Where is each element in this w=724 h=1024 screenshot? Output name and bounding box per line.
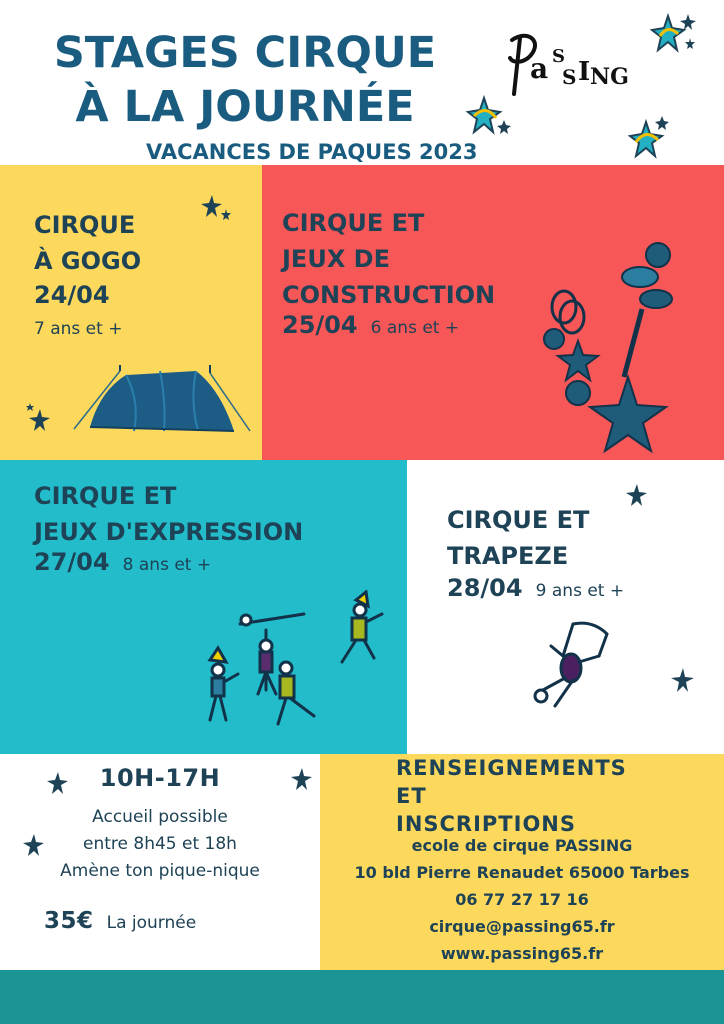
contact-block: [320, 754, 724, 970]
block-title-line: CIRQUE ET: [282, 209, 425, 237]
block-date: 28/04: [447, 574, 523, 602]
block-title-line: TRAPEZE: [447, 542, 569, 570]
sparkle-icon: [22, 832, 48, 858]
stage-block-cirque-trapeze: [407, 460, 724, 754]
block-title-line: JEUX DE: [282, 245, 390, 273]
block-date: 27/04: [34, 548, 110, 576]
info-line: Accueil possible: [92, 807, 228, 827]
info-line: entre 8h45 et 18h: [83, 834, 237, 854]
phone-number: 06 77 27 17 16: [455, 890, 589, 909]
sparkle-icon: [24, 403, 56, 437]
sparkle-icon: [200, 193, 232, 223]
stage-block-cirque-a-gogo: [0, 165, 262, 460]
sparkle-icon: [669, 666, 697, 694]
block-title-line: CIRQUE: [34, 211, 136, 239]
practical-info-block: [0, 754, 320, 970]
stage-block-cirque-jeux-expression: [0, 460, 407, 754]
contact-heading-line: RENSEIGNEMENTS: [396, 756, 627, 780]
page-title-line-2: À LA JOURNÉE: [75, 82, 415, 132]
star-cluster-icon: [628, 114, 672, 162]
sparkle-icon: [46, 770, 72, 796]
block-title-line: À GOGO: [34, 247, 142, 275]
info-line: Amène ton pique-nique: [60, 861, 260, 881]
svg-text:a: a: [530, 52, 549, 85]
sparkle-icon: [290, 766, 316, 792]
page-title-line-1: STAGES CIRQUE: [53, 28, 437, 78]
bottom-band: [0, 970, 724, 1024]
website-link[interactable]: www.passing65.fr: [440, 944, 604, 963]
svg-text:I: I: [578, 57, 591, 87]
price-label: La journée: [106, 913, 197, 933]
price: 35€: [44, 908, 94, 934]
block-age: 8 ans et +: [122, 555, 212, 575]
acrobats-illustration: [196, 590, 396, 740]
svg-text:NG: NG: [590, 64, 629, 90]
sparkle-icon: [625, 482, 651, 508]
block-date: 25/04: [282, 311, 358, 339]
school-name: ecole de cirque PASSING: [411, 836, 633, 855]
block-title-line: JEUX D'EXPRESSION: [34, 518, 304, 546]
block-age: 6 ans et +: [370, 318, 460, 338]
email-link[interactable]: cirque@passing65.fr: [429, 917, 615, 936]
circus-tent-illustration: [70, 361, 254, 437]
stage-block-cirque-jeux-construction: [262, 165, 724, 460]
page-subtitle: VACANCES DE PAQUES 2023: [146, 140, 478, 164]
block-title-line: CONSTRUCTION: [282, 281, 496, 309]
block-title-line: CIRQUE ET: [34, 482, 177, 510]
contact-heading-line: INSCRIPTIONS: [396, 812, 576, 836]
svg-text:S: S: [552, 46, 565, 67]
block-date: 24/04: [34, 281, 110, 309]
trapeze-artist-illustration: [503, 616, 619, 716]
contact-heading-line: ET: [396, 784, 427, 808]
star-cluster-icon: [650, 12, 696, 56]
star-cluster-icon: [464, 94, 512, 138]
hours: 10H-17H: [99, 764, 221, 792]
address: 10 bld Pierre Renaudet 65000 Tarbes: [354, 863, 690, 882]
passing-logo: [500, 28, 640, 98]
block-age: 7 ans et +: [34, 319, 123, 339]
block-age: 9 ans et +: [535, 581, 625, 601]
stacked-objects-illustration: [532, 237, 712, 457]
block-title-line: CIRQUE ET: [447, 506, 590, 534]
svg-text:S: S: [562, 65, 577, 89]
